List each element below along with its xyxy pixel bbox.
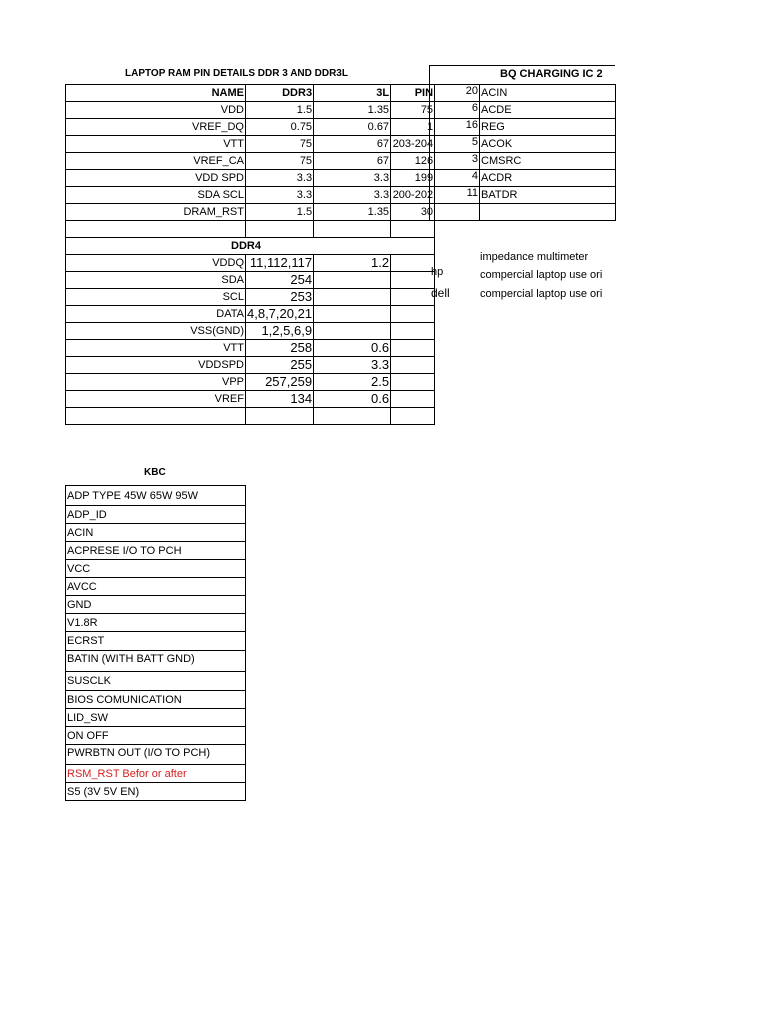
ddr3-cell: 3.3 [246,187,314,204]
bq-signal-cell: REG [480,119,616,136]
table-row [66,374,435,391]
empty-cell [66,408,246,425]
ddr3-cell: 1.5 [246,102,314,119]
kbc-item: GND [66,596,246,614]
bq-pin-cell: 5 [430,136,480,153]
ddr3-header-ddr3: DDR3 [246,85,314,102]
bq-pin-cell: 20 [430,85,480,102]
ddr4-pin-cell: 254 [246,272,314,289]
empty-cell [66,221,246,238]
ddr4-name-cell: SDA [66,272,246,289]
list-item [66,614,246,632]
table-row [66,340,435,357]
ddr3-cell: 75 [391,102,435,119]
empty-cell [480,204,616,221]
bq-signal-cell: CMSRC [480,153,616,170]
table-row [430,136,616,153]
list-item [66,672,246,691]
ddr4-pin-cell: 11,112,117 [246,255,314,272]
ddr3-cell: VREF_DQ [66,119,246,136]
ddr4-title-row [66,238,435,255]
ddr4-pin-cell: 257,259 [246,374,314,391]
list-item [66,651,246,672]
ddr4-pin-cell: 255 [246,357,314,374]
empty-cell [391,272,435,289]
note-brand: hp [431,266,444,278]
ddr3-cell: VDD SPD [66,170,246,187]
ddr3-cell: 3.3 [246,170,314,187]
empty-cell [391,221,435,238]
ddr3-cell: VDD [66,102,246,119]
ddr3-cell: DRAM_RST [66,204,246,221]
ddr3-cell: 1.35 [314,102,391,119]
empty-cell [430,204,480,221]
table-row [66,255,435,272]
bq-signal-cell: ACDE [480,102,616,119]
bq-signal-cell: ACOK [480,136,616,153]
ddr3-header-pin: PIN [391,85,435,102]
list-item [66,596,246,614]
bq-title: BQ CHARGING IC 2 [500,68,603,80]
note-text: compercial laptop use ori [480,269,603,281]
list-item [66,632,246,651]
ddr3-table [65,84,435,425]
ddr3-header-row [66,85,435,102]
ddr3-cell: 67 [314,153,391,170]
ddr4-name-cell: VDDSPD [66,357,246,374]
ddr3-title: LAPTOP RAM PIN DETAILS DDR 3 AND DDR3L [125,68,348,79]
list-item [66,727,246,745]
ddr3-header-name: NAME [66,85,246,102]
ddr4-name-cell: VTT [66,340,246,357]
empty-cell [391,255,435,272]
empty-cell [391,289,435,306]
table-row [66,272,435,289]
kbc-item: SUSCLK [66,672,246,691]
ddr3-cell: 203-204 [391,136,435,153]
ddr4-name-cell: DATA [66,306,246,323]
ddr3-cell: SDA SCL [66,187,246,204]
table-row [430,85,616,102]
ddr3-cell: 75 [246,153,314,170]
kbc-item: ADP_ID [66,506,246,524]
bq-signal-cell: ACDR [480,170,616,187]
table-row-empty [430,204,616,221]
kbc-item: BATIN (WITH BATT GND) [66,651,246,672]
ddr3-cell: 199 [391,170,435,187]
ddr4-volt-cell [314,272,391,289]
ddr4-volt-cell [314,323,391,340]
table-row [430,102,616,119]
ddr4-volt-cell [314,289,391,306]
ddr4-volt-cell [314,306,391,323]
list-item [66,578,246,596]
ddr4-name-cell: SCL [66,289,246,306]
ddr4-pin-cell: 1,2,5,6,9 [246,323,314,340]
empty-cell [391,408,435,425]
kbc-item: VCC [66,560,246,578]
list-item [66,709,246,727]
empty-cell [246,408,314,425]
table-row [66,357,435,374]
kbc-item: BIOS COMUNICATION [66,691,246,709]
table-row [66,170,435,187]
empty-cell [391,340,435,357]
ddr3-cell: VTT [66,136,246,153]
kbc-item: AVCC [66,578,246,596]
ddr3-cell: 3.3 [314,170,391,187]
table-row [66,323,435,340]
table-row [66,204,435,221]
bq-signal-cell: BATDR [480,187,616,204]
ddr3-cell: 75 [246,136,314,153]
kbc-item-highlight: RSM_RST Befor or after [66,765,246,783]
ddr3-cell: 3.3 [314,187,391,204]
kbc-item: ON OFF [66,727,246,745]
table-row [430,170,616,187]
empty-cell [391,323,435,340]
kbc-item: PWRBTN OUT (I/O TO PCH) [66,745,246,765]
ddr3-cell: 67 [314,136,391,153]
ddr4-title: DDR4 [66,238,435,255]
ddr3-cell: 126 [391,153,435,170]
list-item [66,486,246,506]
table-row [66,306,435,323]
kbc-item: S5 (3V 5V EN) [66,783,246,801]
list-item [66,765,246,783]
ddr3-cell: VREF_CA [66,153,246,170]
ddr4-volt-cell: 3.3 [314,357,391,374]
empty-cell [391,306,435,323]
list-item [66,542,246,560]
ddr4-volt-cell: 0.6 [314,340,391,357]
ddr4-pin-cell: 258 [246,340,314,357]
ddr4-name-cell: VREF [66,391,246,408]
empty-cell [391,357,435,374]
list-item [66,560,246,578]
kbc-item: LID_SW [66,709,246,727]
ddr3-cell: 0.75 [246,119,314,136]
empty-cell [391,374,435,391]
table-row [66,187,435,204]
bq-pin-cell: 11 [430,187,480,204]
empty-cell [314,221,391,238]
table-row [430,187,616,204]
bq-header-cell [429,65,615,84]
notes-header: impedance multimeter [480,251,589,263]
bq-pin-cell: 6 [430,102,480,119]
kbc-table [65,485,246,801]
kbc-title: KBC [144,467,166,478]
table-row [66,119,435,136]
bq-pin-cell: 3 [430,153,480,170]
ddr3-cell: 0.67 [314,119,391,136]
table-row [66,391,435,408]
ddr4-name-cell: VSS(GND) [66,323,246,340]
ddr4-volt-cell: 2.5 [314,374,391,391]
empty-cell [391,391,435,408]
ddr4-volt-cell: 1.2 [314,255,391,272]
ddr3-cell: 30 [391,204,435,221]
list-item [66,783,246,801]
list-item [66,691,246,709]
kbc-item: ADP TYPE 45W 65W 95W [66,486,246,506]
ddr3-cell: 1.35 [314,204,391,221]
bq-table [429,84,616,221]
ddr3-cell: 1.5 [246,204,314,221]
kbc-item: V1.8R [66,614,246,632]
list-item [66,524,246,542]
list-item [66,745,246,765]
ddr4-pin-cell: 4,8,7,20,21 [247,306,313,321]
table-row [66,102,435,119]
ddr4-name-cell: VPP [66,374,246,391]
ddr3-cell: 200-202 [391,187,435,204]
ddr3-cell: 1 [391,119,435,136]
empty-cell [246,221,314,238]
bq-pin-cell: 4 [430,170,480,187]
table-row-empty [66,221,435,238]
kbc-item: ACIN [66,524,246,542]
table-row [66,136,435,153]
ddr4-pin-cell: 134 [246,391,314,408]
bq-pin-cell: 16 [430,119,480,136]
table-row-empty [66,408,435,425]
note-text: compercial laptop use ori [480,288,603,300]
ddr4-pin-cell: 253 [246,289,314,306]
empty-cell [314,408,391,425]
kbc-item: ACPRESE I/O TO PCH [66,542,246,560]
ddr4-name-cell: VDDQ [66,255,246,272]
table-row [430,153,616,170]
table-row [430,119,616,136]
bq-signal-cell: ACIN [480,85,616,102]
kbc-item: ECRST [66,632,246,651]
list-item [66,506,246,524]
ddr4-volt-cell: 0.6 [314,391,391,408]
table-row [66,153,435,170]
ddr3-header-3l: 3L [314,85,391,102]
note-brand: dell [431,286,450,300]
table-row [66,289,435,306]
